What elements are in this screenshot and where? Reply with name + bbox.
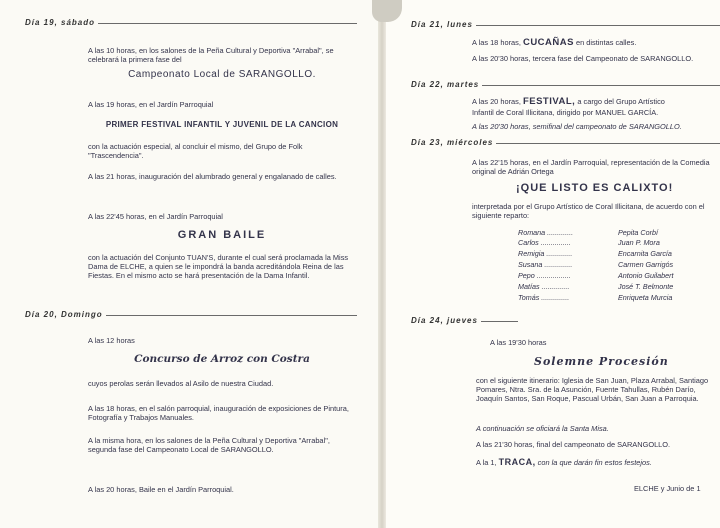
day-23-item-1: A las 22'15 horas, en el Jardín Parroquial, representación de la Comedia original de Adrián Ortega [472, 158, 710, 176]
cast-role: Romana ............. [518, 228, 574, 237]
day-24-header: Día 24, jueves [408, 316, 518, 328]
right-page [382, 0, 720, 528]
day-19-item-2: A las 19 horas, en el Jardín Parroquial [88, 100, 214, 109]
signoff: ELCHE y Junio de 1 [634, 484, 701, 493]
procesion-route: con el siguiente itinerario: Iglesia de San Juan, Plaza Arrabal, Santiago Pomares, Ntra. Sra. de la Asunción, Fuente Tahullas, Rubén Darío, Joaquín Santos, San Roque, Pascual Urbán, San Juan a Parroquia. [476, 376, 709, 403]
festival-title: PRIMER FESTIVAL INFANTIL Y JUVENIL DE LA CANCION [105, 120, 339, 129]
day-24-item-4 [476, 458, 652, 467]
day-23-item-2: interpretada por el Grupo Artístico de Coral Illicitana, de acuerdo con el siguiente reparto: [472, 202, 705, 220]
cast-actor: Juan P. Mora [618, 238, 660, 247]
day-20-item-2: A las 18 horas, en el salón parroquial, inauguración de exposiciones de Pintura, Fotografía y Trabajos Manuales. [88, 404, 349, 422]
cucanas-title: CUCAÑAS [522, 37, 574, 48]
day-19-header: Día 19, sábado [22, 18, 357, 30]
cast-role: Susana .............. [518, 260, 573, 269]
day-21-header: Día 21, lunes [408, 20, 720, 32]
day-24-item-2: A continuación se oficiará la Santa Misa. [476, 424, 609, 433]
cast-role: Tomás .............. [518, 293, 570, 302]
day-24-item-3: A las 21'30 horas, final del campeonato de SARANGOLLO. [476, 440, 671, 449]
cast-role: Matías .............. [518, 282, 570, 291]
cast-actor: Pepita Corbí [618, 228, 658, 237]
cast-actor: Carmen Garrigós [618, 260, 674, 269]
cast-role: Pepo ................. [518, 271, 571, 280]
day-20-item-4: A las 20 horas, Baile en el Jardín Parroquial. [88, 485, 234, 494]
day-19-item-4: A las 22'45 horas, en el Jardín Parroquial [88, 212, 223, 221]
cast-role: Carlos ............... [518, 238, 571, 247]
cucanas-time: A las 18 horas, [472, 38, 521, 47]
day-19-item-4-body: con la actuación del Conjunto TUAN'S, durante el cual será proclamada la Miss Dama de ELCHE, a quien se le impondrá la banda acreditándola Reina de las Fiestas. En el mismo acto se hará presentación de la Dama Infantil. [88, 253, 349, 280]
sarangollo-championship-title: Campeonato Local de SARANGOLLO. [128, 69, 316, 80]
day-20-item-1-body: cuyos perolas serán llevados al Asilo de nuestra Ciudad. [88, 379, 274, 388]
festival-organizer: a cargo del Grupo Artístico [577, 97, 665, 106]
day-22-item-2: A las 20'30 horas, semifinal del campeonato de SARANGOLLO. [472, 122, 682, 131]
day-23-header: Día 23, miércoles [408, 138, 720, 150]
day-22-header: Día 22, martes [408, 80, 720, 92]
day-19-item-1: A las 10 horas, en los salones de la Peña Cultural y Deportiva "Arrabal", se celebrará la primera fase del [88, 46, 334, 64]
day-20-item-3: A la misma hora, en los salones de la Peña Cultural y Deportiva "Arrabal", segunda fase del Campeonato Local de SARANGOLLO. [88, 436, 330, 454]
festival-time: A las 20 horas, [472, 97, 521, 106]
cucanas-place: en distintas calles. [576, 38, 637, 47]
cast-actor: José T. Belmonte [618, 282, 674, 291]
traca-text: con la que darán fin estos festejos. [537, 458, 652, 467]
day-24-item-1: A las 19'30 horas [490, 338, 547, 347]
day-19-item-2-body: con la actuación especial, al concluir el mismo, del Grupo de Folk "Trascendencia". [88, 142, 303, 160]
cast-actor: Enriqueta Murcia [618, 293, 673, 302]
day-21-item-1 [472, 38, 636, 47]
day-19-item-3: A las 21 horas, inauguración del alumbrado general y engalanado de calles. [88, 172, 337, 181]
gran-baile-title: GRAN BAILE [177, 229, 267, 241]
traca-title: TRACA, [498, 457, 536, 467]
arroz-con-costra-title: Concurso de Arroz con Costra [134, 353, 310, 365]
cast-role: Remigia ............. [518, 249, 573, 258]
calixto-title: ¡QUE LISTO ES CALIXTO! [516, 182, 674, 194]
day-22-item-1-line-2: Infantil de Coral Illicitana, dirigido por MANUEL GARCÍA. [472, 108, 659, 117]
day-20-item-1: A las 12 horas [88, 336, 135, 345]
procesion-title: Solemne Procesión [534, 355, 669, 368]
day-21-item-2: A las 20'30 horas, tercera fase del Campeonato de SARANGOLLO. [472, 54, 694, 63]
cast-actor: Encarnita García [618, 249, 672, 258]
cast-actor: Antonio Guilabert [618, 271, 674, 280]
page-fold [378, 0, 386, 528]
traca-time: A la 1, [476, 458, 497, 467]
festival-title-right: FESTIVAL, [522, 96, 576, 107]
day-20-header: Día 20, Domingo [22, 310, 357, 322]
day-22-item-1 [472, 97, 665, 106]
